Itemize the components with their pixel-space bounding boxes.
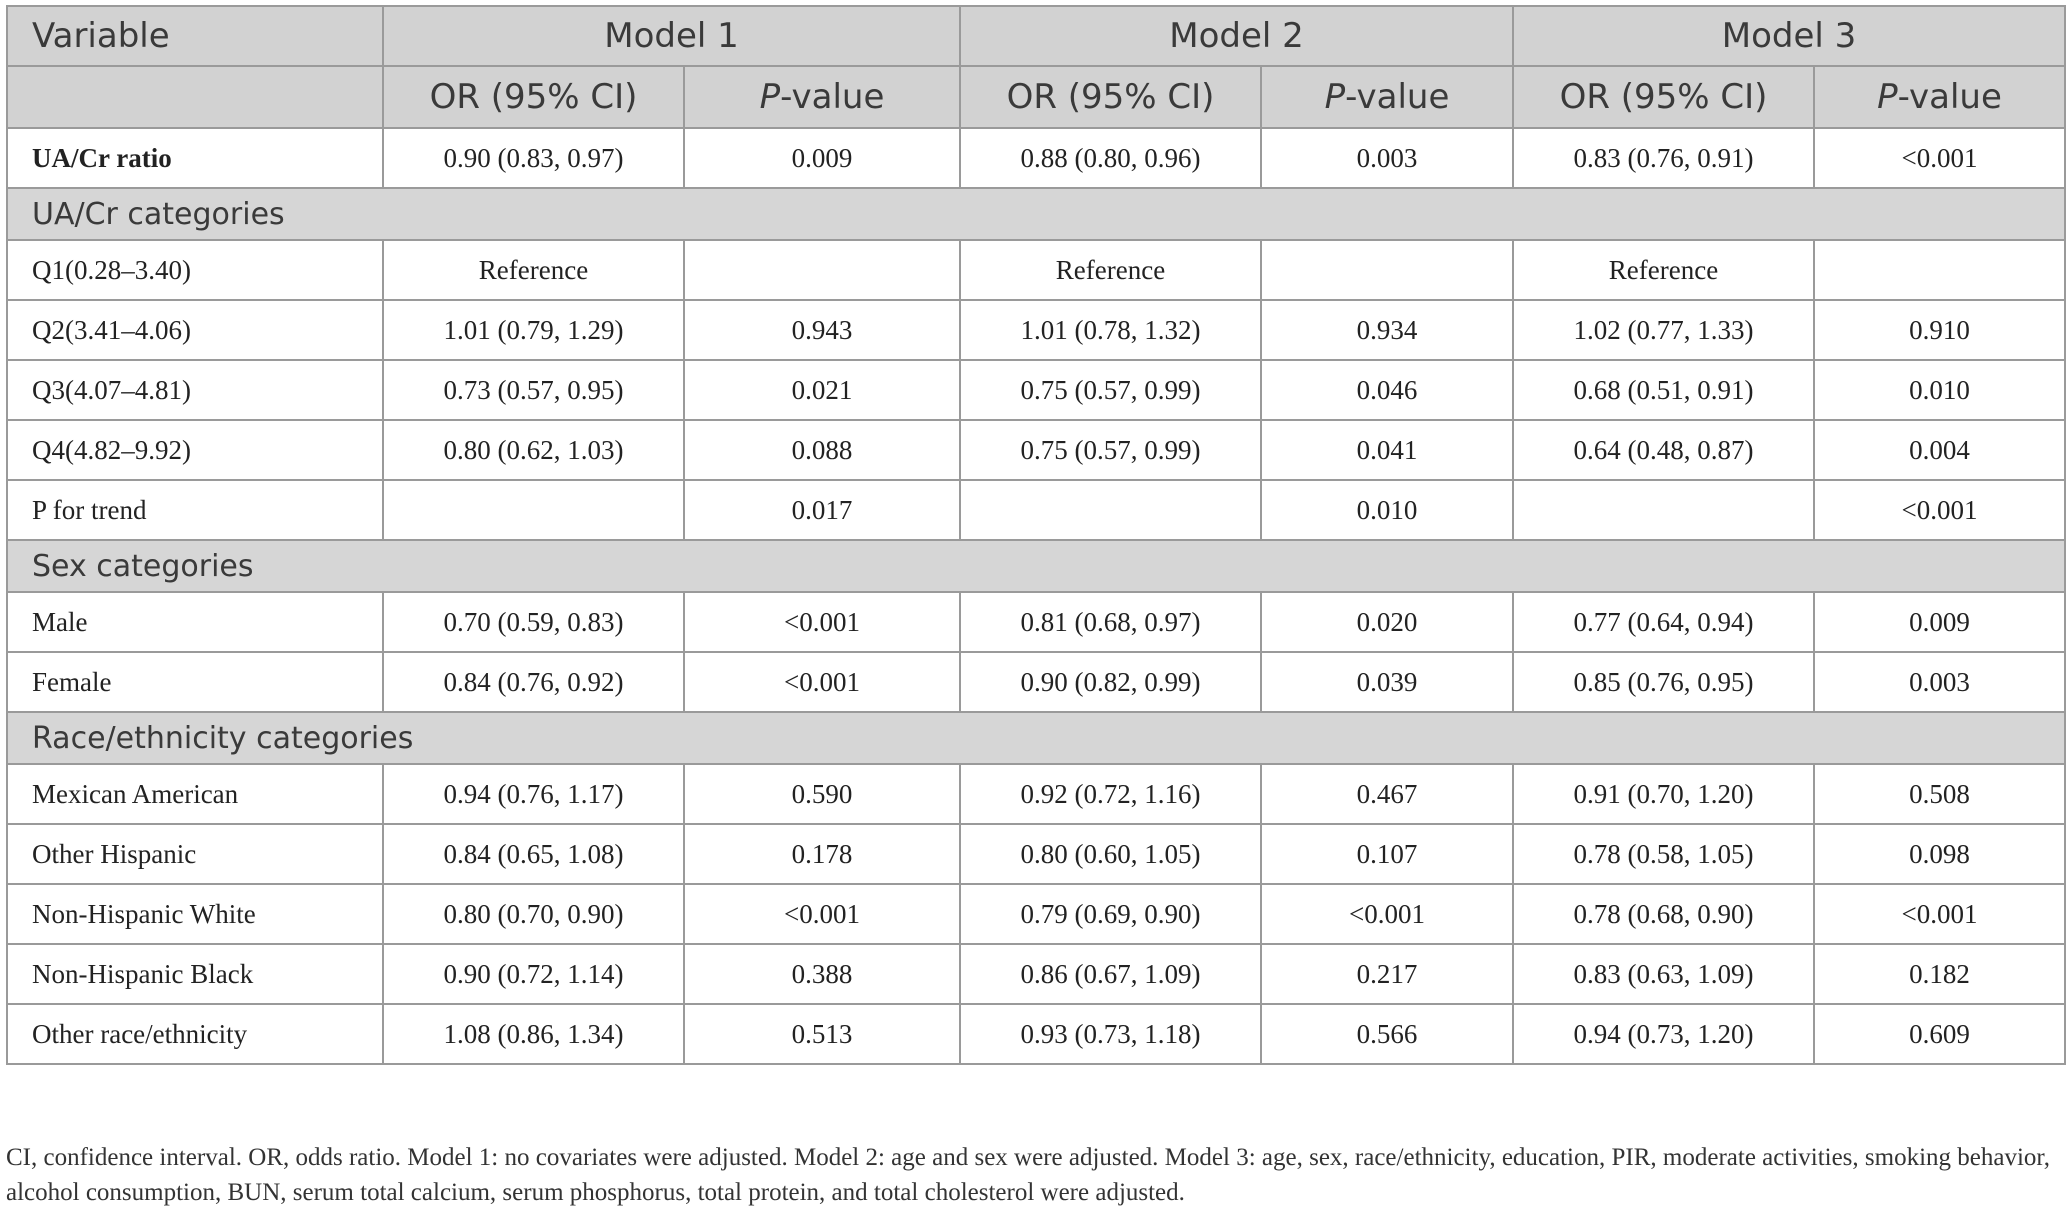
header-row-metrics	[7, 66, 2065, 128]
section-label: Race/ethnicity categories	[7, 712, 2065, 764]
p-value-cell: 0.217	[1261, 944, 1513, 1004]
results-table-container	[6, 5, 2064, 1065]
p-italic: P	[1324, 77, 1346, 117]
or-ci-cell: 0.77 (0.64, 0.94)	[1513, 592, 1814, 652]
p-italic: P	[759, 77, 781, 117]
p-value-header	[1261, 66, 1513, 128]
p-value-cell: 0.566	[1261, 1004, 1513, 1064]
or-ci-cell: Reference	[960, 240, 1261, 300]
or-ci-cell: 1.02 (0.77, 1.33)	[1513, 300, 1814, 360]
row-label: Other race/ethnicity	[7, 1004, 383, 1064]
or-ci-cell: 0.92 (0.72, 1.16)	[960, 764, 1261, 824]
section-label: UA/Cr categories	[7, 188, 2065, 240]
p-value-cell: 0.021	[684, 360, 960, 420]
section-row	[7, 712, 2065, 764]
or-ci-cell: 0.94 (0.73, 1.20)	[1513, 1004, 1814, 1064]
p-value-cell: 0.910	[1814, 300, 2065, 360]
or-ci-cell: 0.79 (0.69, 0.90)	[960, 884, 1261, 944]
or-ci-cell: 0.90 (0.82, 0.99)	[960, 652, 1261, 712]
or-ci-cell: 0.86 (0.67, 1.09)	[960, 944, 1261, 1004]
p-value-cell: 0.107	[1261, 824, 1513, 884]
section-row	[7, 540, 2065, 592]
p-value-cell: 0.004	[1814, 420, 2065, 480]
p-value-cell: 0.590	[684, 764, 960, 824]
row-label: Q2(3.41–4.06)	[7, 300, 383, 360]
table-row	[7, 884, 2065, 944]
row-label: Non-Hispanic Black	[7, 944, 383, 1004]
or-ci-cell: 1.08 (0.86, 1.34)	[383, 1004, 684, 1064]
p-value-cell: <0.001	[684, 592, 960, 652]
table-footnote: CI, confidence interval. OR, odds ratio. Model 1: no covariates were adjusted. Model 2: age and sex were adjusted. Model 3: age, sex, race/ethnicity, education, PIR, moderate activities, smoking behavior, alcohol consumption, BUN, serum total calcium, serum phosphorus, total protein, and total cholesterol were adjusted.	[6, 1144, 2050, 1206]
p-suffix: -value	[780, 77, 885, 117]
table-row	[7, 944, 2065, 1004]
or-ci-cell: 0.84 (0.65, 1.08)	[383, 824, 684, 884]
p-value-cell: 0.010	[1814, 360, 2065, 420]
variable-header: Variable	[7, 6, 383, 66]
or-ci-cell: 0.83 (0.63, 1.09)	[1513, 944, 1814, 1004]
row-label: Q3(4.07–4.81)	[7, 360, 383, 420]
p-value-cell: 0.039	[1261, 652, 1513, 712]
model-3-header: Model 3	[1513, 6, 2065, 66]
table-row	[7, 420, 2065, 480]
or-ci-cell: 0.88 (0.80, 0.96)	[960, 128, 1261, 188]
p-value-cell: 0.513	[684, 1004, 960, 1064]
or-ci-cell: Reference	[1513, 240, 1814, 300]
table-header	[7, 6, 2065, 128]
header-row-models	[7, 6, 2065, 66]
p-value-cell: 0.003	[1814, 652, 2065, 712]
p-value-cell	[1814, 240, 2065, 300]
p-value-cell: <0.001	[1261, 884, 1513, 944]
or-ci-cell	[1513, 480, 1814, 540]
table-row	[7, 300, 2065, 360]
p-value-cell: 0.467	[1261, 764, 1513, 824]
row-label: Non-Hispanic White	[7, 884, 383, 944]
p-value-cell: <0.001	[684, 884, 960, 944]
or-ci-cell: Reference	[383, 240, 684, 300]
or-ci-cell: 0.93 (0.73, 1.18)	[960, 1004, 1261, 1064]
table-row	[7, 652, 2065, 712]
p-value-cell: <0.001	[1814, 480, 2065, 540]
p-value-cell: 0.934	[1261, 300, 1513, 360]
p-value-cell: 0.010	[1261, 480, 1513, 540]
p-value-cell: 0.088	[684, 420, 960, 480]
model-2-header: Model 2	[960, 6, 1513, 66]
or-ci-cell: 0.64 (0.48, 0.87)	[1513, 420, 1814, 480]
section-label: Sex categories	[7, 540, 2065, 592]
p-suffix: -value	[1897, 77, 2002, 117]
table-row	[7, 360, 2065, 420]
or-ci-cell: 0.83 (0.76, 0.91)	[1513, 128, 1814, 188]
or-ci-cell: 0.78 (0.68, 0.90)	[1513, 884, 1814, 944]
row-label: Other Hispanic	[7, 824, 383, 884]
or-ci-header: OR (95% CI)	[383, 66, 684, 128]
p-value-cell: 0.388	[684, 944, 960, 1004]
table-row	[7, 592, 2065, 652]
or-ci-cell: 0.70 (0.59, 0.83)	[383, 592, 684, 652]
p-value-cell: 0.009	[1814, 592, 2065, 652]
or-ci-cell: 0.94 (0.76, 1.17)	[383, 764, 684, 824]
table-row	[7, 764, 2065, 824]
p-value-cell: 0.943	[684, 300, 960, 360]
p-value-cell: <0.001	[1814, 884, 2065, 944]
p-value-cell: 0.098	[1814, 824, 2065, 884]
row-label: Q1(0.28–3.40)	[7, 240, 383, 300]
row-label: Q4(4.82–9.92)	[7, 420, 383, 480]
p-italic: P	[1877, 77, 1898, 117]
or-ci-cell: 0.78 (0.58, 1.05)	[1513, 824, 1814, 884]
or-ci-cell: 0.91 (0.70, 1.20)	[1513, 764, 1814, 824]
or-ci-header: OR (95% CI)	[960, 66, 1261, 128]
p-value-cell: 0.003	[1261, 128, 1513, 188]
section-row	[7, 188, 2065, 240]
or-ci-cell	[960, 480, 1261, 540]
p-value-cell: 0.508	[1814, 764, 2065, 824]
or-ci-cell: 1.01 (0.78, 1.32)	[960, 300, 1261, 360]
row-label: P for trend	[7, 480, 383, 540]
or-ci-cell: 0.90 (0.83, 0.97)	[383, 128, 684, 188]
or-ci-cell: 0.90 (0.72, 1.14)	[383, 944, 684, 1004]
row-label: Mexican American	[7, 764, 383, 824]
table-row	[7, 128, 2065, 188]
p-value-header	[1814, 66, 2065, 128]
table-row	[7, 824, 2065, 884]
or-ci-cell: 0.73 (0.57, 0.95)	[383, 360, 684, 420]
p-value-cell: <0.001	[684, 652, 960, 712]
p-value-cell: 0.609	[1814, 1004, 2065, 1064]
table-row	[7, 480, 2065, 540]
or-ci-header: OR (95% CI)	[1513, 66, 1814, 128]
table-body	[7, 128, 2065, 1064]
p-suffix: -value	[1345, 77, 1450, 117]
empty-header-cell	[7, 66, 383, 128]
p-value-cell: 0.009	[684, 128, 960, 188]
or-ci-cell: 1.01 (0.79, 1.29)	[383, 300, 684, 360]
or-ci-cell: 0.80 (0.60, 1.05)	[960, 824, 1261, 884]
or-ci-cell: 0.75 (0.57, 0.99)	[960, 420, 1261, 480]
p-value-cell	[1261, 240, 1513, 300]
p-value-cell: 0.178	[684, 824, 960, 884]
table-row	[7, 240, 2065, 300]
p-value-header	[684, 66, 960, 128]
odds-ratio-table	[6, 5, 2066, 1065]
or-ci-cell: 0.68 (0.51, 0.91)	[1513, 360, 1814, 420]
model-1-header: Model 1	[383, 6, 960, 66]
or-ci-cell: 0.80 (0.70, 0.90)	[383, 884, 684, 944]
row-label: Female	[7, 652, 383, 712]
p-value-cell	[684, 240, 960, 300]
row-label: UA/Cr ratio	[7, 128, 383, 188]
or-ci-cell	[383, 480, 684, 540]
row-label: Male	[7, 592, 383, 652]
p-value-cell: 0.046	[1261, 360, 1513, 420]
or-ci-cell: 0.81 (0.68, 0.97)	[960, 592, 1261, 652]
or-ci-cell: 0.84 (0.76, 0.92)	[383, 652, 684, 712]
table-row	[7, 1004, 2065, 1064]
p-value-cell: 0.182	[1814, 944, 2065, 1004]
p-value-cell: 0.041	[1261, 420, 1513, 480]
p-value-cell: <0.001	[1814, 128, 2065, 188]
or-ci-cell: 0.85 (0.76, 0.95)	[1513, 652, 1814, 712]
p-value-cell: 0.020	[1261, 592, 1513, 652]
or-ci-cell: 0.80 (0.62, 1.03)	[383, 420, 684, 480]
or-ci-cell: 0.75 (0.57, 0.99)	[960, 360, 1261, 420]
p-value-cell: 0.017	[684, 480, 960, 540]
